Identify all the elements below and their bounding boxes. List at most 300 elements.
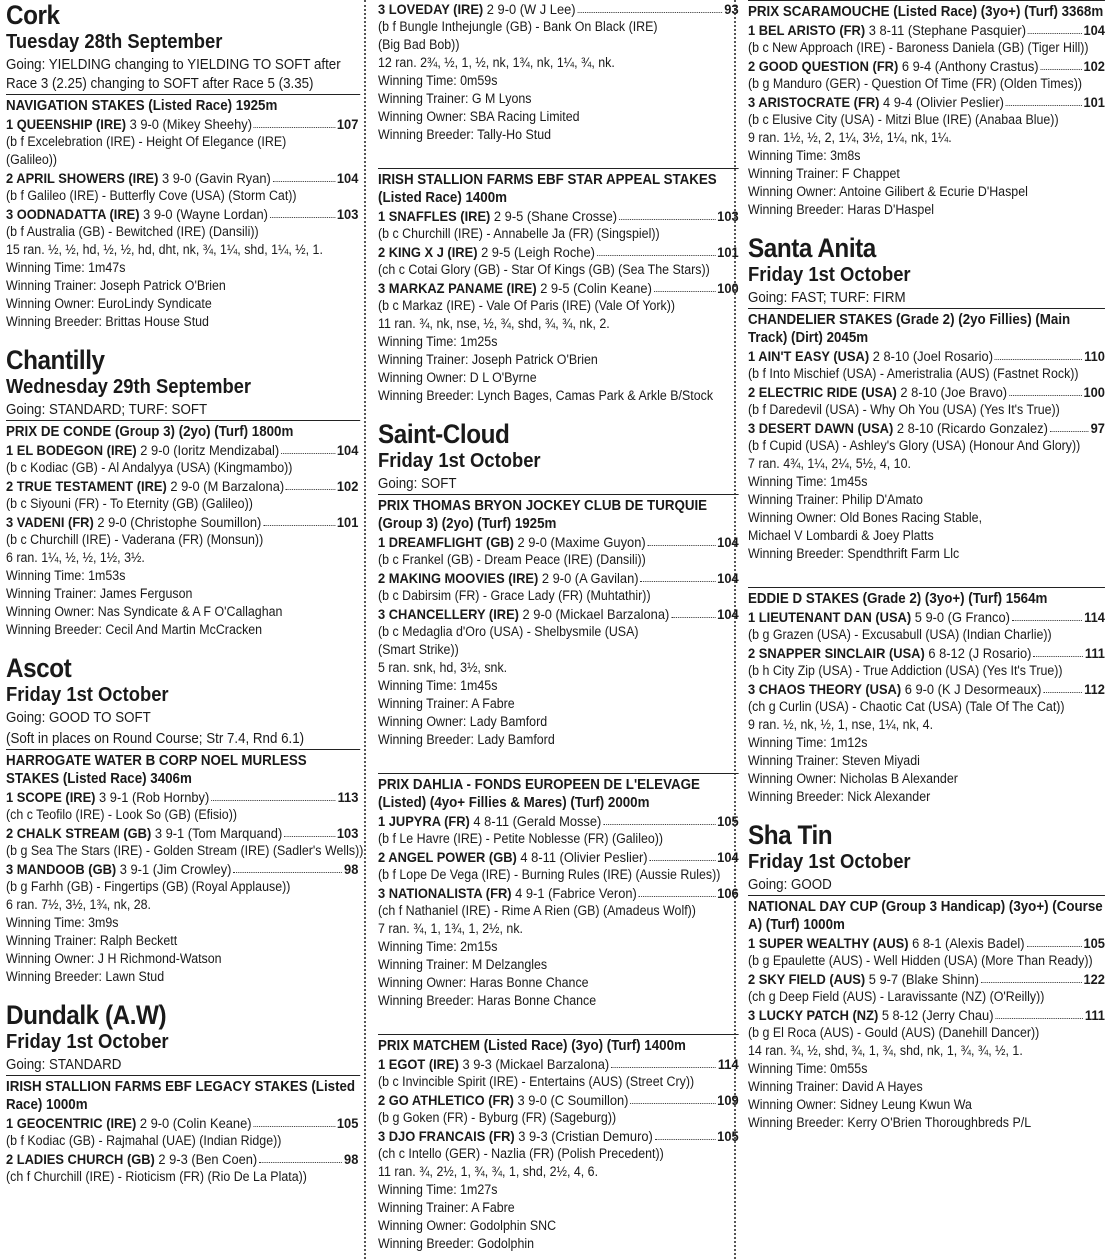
result-line: (b g Epaulette (AUS) - Well Hidden (USA) (More Than Ready)) xyxy=(748,953,1093,968)
horse-details: 2 9-3 (Ben Coen) xyxy=(154,1151,258,1167)
venue-block xyxy=(6,331,364,639)
horse-name: 1 JUPYRA (FR) xyxy=(378,813,470,829)
result-line: Winning Breeder: Lady Bamford xyxy=(378,732,555,747)
horse-rating: 98 xyxy=(344,861,359,877)
going-text: Going: FAST; TURF: FIRM xyxy=(748,290,906,306)
horse-rating: 101 xyxy=(336,514,359,530)
result-line: Winning Trainer: Ralph Beckett xyxy=(6,933,178,948)
spacer xyxy=(748,806,1100,820)
result-line: 9 ran. 1½, ½, 2, 1¼, 3½, 1¼, nk, 1¼. xyxy=(748,130,952,145)
venue-name: Ascot xyxy=(6,653,72,683)
result-line: Michael V Lombardi & Joey Platts xyxy=(748,528,934,543)
dot-leader xyxy=(611,1055,716,1068)
placed-horse xyxy=(378,207,739,225)
placed-horse xyxy=(378,0,739,18)
spacer xyxy=(378,749,734,773)
dot-leader xyxy=(286,477,335,490)
horse-rating: 102 xyxy=(1083,58,1105,74)
race-result xyxy=(748,895,1105,1132)
horse-details: 2 9-0 (W J Lee) xyxy=(483,1,576,17)
result-line: (b c Frankel (GB) - Dream Peace (IRE) (Dansili)) xyxy=(378,552,646,567)
horse-name: 2 KING X J (IRE) xyxy=(378,244,478,260)
result-line: Winning Owner: EuroLindy Syndicate xyxy=(6,296,212,311)
going-text: Going: YIELDING changing to YIELDING TO SOFT after Race 3 (2.25) changing to SOFT after Race 5 (3.35) xyxy=(6,57,341,92)
placed-horse xyxy=(6,824,358,842)
result-line: (b f Lope De Vega (IRE) - Burning Rules (IRE) (Aussie Rules)) xyxy=(378,867,721,882)
horse-name: 1 SCOPE (IRE) xyxy=(6,789,96,805)
result-line: (b h City Zip (USA) - True Addiction (USA) (Yes It's True)) xyxy=(748,663,1063,678)
result-line: Winning Time: 1m53s xyxy=(6,568,126,583)
horse-name: 1 QUEENSHIP (IRE) xyxy=(6,116,127,132)
horse-details: 3 8-11 (Stephane Pasquier) xyxy=(865,22,1026,38)
horse-details: 3 9-1 (Tom Marquand) xyxy=(151,825,283,841)
result-line: (b g Farhh (GB) - Fingertips (GB) (Royal Applause)) xyxy=(6,879,291,894)
result-line: Winning Owner: SBA Racing Limited xyxy=(378,109,580,124)
result-line: Winning Breeder: Brittas House Stud xyxy=(6,314,209,329)
placed-horse xyxy=(378,1091,739,1109)
placed-horse xyxy=(6,169,358,187)
dot-leader xyxy=(1006,93,1082,106)
horse-rating: 105 xyxy=(336,1115,359,1131)
result-line: (b c Kodiac (GB) - Al Andalyya (USA) (Kingmambo)) xyxy=(6,460,293,475)
result-line: (b c Churchill (IRE) - Annabelle Ja (FR) (Singspiel)) xyxy=(378,226,660,241)
dot-leader xyxy=(597,243,716,256)
result-line: Winning Trainer: F Chappet xyxy=(748,166,900,181)
placed-horse xyxy=(378,279,739,297)
horse-rating: 104 xyxy=(717,534,739,550)
dot-leader xyxy=(649,848,715,861)
result-line: (b f Excelebration (IRE) - Height Of Elegance (IRE) xyxy=(6,134,287,149)
horse-rating: 111 xyxy=(1084,645,1105,661)
horse-details: 6 9-0 (K J Desormeaux) xyxy=(901,681,1042,697)
placed-horse xyxy=(748,680,1105,698)
result-line: (b c Markaz (IRE) - Vale Of Paris (IRE) (Vale Of York)) xyxy=(378,298,676,313)
dot-leader xyxy=(640,569,715,582)
going-text: Going: STANDARD xyxy=(6,1057,122,1073)
dot-leader xyxy=(253,1114,335,1127)
horse-rating: 105 xyxy=(717,813,739,829)
result-line: Winning Trainer: A Fabre xyxy=(378,696,515,711)
result-line: Winning Trainer: M Delzangles xyxy=(378,957,548,972)
horse-rating: 104 xyxy=(717,849,739,865)
horse-details: 2 9-0 (Colin Keane) xyxy=(136,1115,252,1131)
horse-rating: 104 xyxy=(717,570,739,586)
horse-name: 3 NATIONALISTA (FR) xyxy=(378,885,512,901)
horse-details: 5 9-7 (Blake Shinn) xyxy=(865,971,979,987)
result-line: Winning Breeder: Lynch Bages, Camas Park & Arkle B/Stock xyxy=(378,388,714,403)
result-line: (ch f Churchill (IRE) - Rioticism (FR) (Rio De La Plata)) xyxy=(6,1169,307,1184)
dot-leader xyxy=(1026,934,1081,947)
horse-rating: 103 xyxy=(717,208,739,224)
result-line: (ch c Teofilo (IRE) - Look So (GB) (Efisio)) xyxy=(6,807,237,822)
result-line: Winning Time: 1m27s xyxy=(378,1182,498,1197)
horse-rating: 100 xyxy=(717,280,739,296)
horse-name: 1 LIEUTENANT DAN (USA) xyxy=(748,609,912,625)
going-note: (Soft in places on Round Course; Str 7.4, Rnd 6.1) xyxy=(6,731,305,747)
dot-leader xyxy=(270,205,335,218)
result-line: Winning Breeder: Lawn Stud xyxy=(6,969,165,984)
result-line: (b c Medaglia d'Oro (USA) - Shelbysmile (USA) xyxy=(378,624,639,639)
venue-block xyxy=(378,0,739,405)
result-line: Winning Owner: Godolphin SNC xyxy=(378,1218,557,1233)
horse-details: 2 9-5 (Colin Keane) xyxy=(536,280,652,296)
race-result xyxy=(6,749,364,986)
horse-name: 2 SNAPPER SINCLAIR (USA) xyxy=(748,645,925,661)
horse-name: 3 MANDOOB (GB) xyxy=(6,861,117,877)
result-line: Winning Breeder: Spendthrift Farm Llc xyxy=(748,546,960,561)
dot-leader xyxy=(995,347,1082,360)
horse-rating: 93 xyxy=(724,1,739,17)
result-line: (Smart Strike)) xyxy=(378,642,459,657)
race-title: HARROGATE WATER B CORP NOEL MURLESS STAKES (Listed Race) 3406m xyxy=(6,749,360,788)
horse-name: 2 TRUE TESTAMENT (IRE) xyxy=(6,478,167,494)
horse-rating: 100 xyxy=(1083,384,1105,400)
result-line: (b g Manduro (GER) - Question Of Time (FR) (Olden Times)) xyxy=(748,76,1083,91)
result-line: Winning Owner: Nas Syndicate & A F O'Callaghan xyxy=(6,604,283,619)
horse-details: 4 8-11 (Olivier Peslier) xyxy=(516,849,648,865)
spacer xyxy=(748,219,1100,233)
result-line: 5 ran. snk, hd, 3½, snk. xyxy=(378,660,508,675)
horse-rating: 106 xyxy=(717,885,739,901)
horse-rating: 104 xyxy=(336,442,359,458)
venue-name: Chantilly xyxy=(6,345,105,375)
horse-name: 2 SKY FIELD (AUS) xyxy=(748,971,866,987)
result-line: Winning Breeder: Tally-Ho Stud xyxy=(378,127,552,142)
result-line: (b c Invincible Spirit (IRE) - Entertains (AUS) (Street Cry)) xyxy=(378,1074,695,1089)
spacer xyxy=(748,563,1100,587)
result-line: Winning Time: 1m45s xyxy=(378,678,498,693)
horse-details: 3 9-3 (Cristian Demuro) xyxy=(514,1128,653,1144)
result-line: Winning Time: 1m47s xyxy=(6,260,126,275)
horse-details: 5 9-0 (G Franco) xyxy=(911,609,1010,625)
placed-horse xyxy=(378,243,739,261)
result-line: Winning Breeder: Kerry O'Brien Thoroughbreds P/L xyxy=(748,1115,1032,1130)
race-date: Tuesday 28th September xyxy=(6,31,223,53)
horse-name: 1 DREAMFLIGHT (GB) xyxy=(378,534,514,550)
result-line: 6 ran. 7½, 3½, 1¾, nk, 28. xyxy=(6,897,152,912)
horse-rating: 113 xyxy=(337,789,359,805)
result-line: (ch c Intello (GER) - Nazlia (FR) (Polish Precedent)) xyxy=(378,1146,664,1161)
result-line: Winning Owner: J H Richmond-Watson xyxy=(6,951,222,966)
dot-leader xyxy=(1009,383,1082,396)
result-line: (b c Dabirsim (FR) - Grace Lady (FR) (Muhtathir)) xyxy=(378,588,651,603)
spacer xyxy=(378,1010,734,1034)
result-line: Winning Trainer: Philip D'Amato xyxy=(748,492,923,507)
horse-details: 3 9-0 (Gavin Ryan) xyxy=(158,170,271,186)
placed-horse xyxy=(748,644,1105,662)
race-result xyxy=(378,1010,739,1253)
horse-name: 2 GO ATHLETICO (FR) xyxy=(378,1092,514,1108)
result-line: Winning Trainer: A Fabre xyxy=(378,1200,515,1215)
result-line: Winning Trainer: James Ferguson xyxy=(6,586,193,601)
result-line: Winning Owner: Haras Bonne Chance xyxy=(378,975,589,990)
venue-name: Saint-Cloud xyxy=(378,419,510,449)
dot-leader xyxy=(981,970,1082,983)
result-line: (b g Grazen (USA) - Excusabull (USA) (Indian Charlie)) xyxy=(748,627,1052,642)
going-text: Going: STANDARD; TURF: SOFT xyxy=(6,402,208,418)
placed-horse xyxy=(6,477,358,495)
horse-details: 4 9-4 (Olivier Peslier) xyxy=(879,94,1004,110)
dot-leader xyxy=(630,1091,715,1104)
race-result xyxy=(6,420,364,639)
horse-details: 6 8-1 (Alexis Badel) xyxy=(908,935,1025,951)
horse-rating: 103 xyxy=(336,825,359,841)
race-title: PRIX DE CONDE (Group 3) (2yo) (Turf) 1800m xyxy=(6,420,360,441)
result-line: 11 ran. ¾, nk, nse, ½, ¾, shd, ¾, ¾, nk, 2. xyxy=(378,316,610,331)
placed-horse xyxy=(748,383,1105,401)
dot-leader xyxy=(1033,644,1083,657)
column-3 xyxy=(734,0,1105,1259)
placed-horse xyxy=(748,970,1105,988)
race-date: Friday 1st October xyxy=(748,264,911,286)
dot-leader xyxy=(281,441,335,454)
dot-leader xyxy=(211,788,336,801)
placed-horse xyxy=(6,115,358,133)
horse-details: 4 9-1 (Fabrice Veron) xyxy=(511,885,637,901)
horse-rating: 97 xyxy=(1090,420,1105,436)
placed-horse xyxy=(378,884,739,902)
horse-rating: 102 xyxy=(336,478,359,494)
venue-name: Cork xyxy=(6,0,60,30)
horse-name: 2 GOOD QUESTION (FR) xyxy=(748,58,899,74)
horse-details: 2 8-10 (Ricardo Gonzalez) xyxy=(893,420,1048,436)
horse-rating: 104 xyxy=(1083,22,1105,38)
result-line: Winning Time: 3m9s xyxy=(6,915,119,930)
horse-name: 2 LADIES CHURCH (GB) xyxy=(6,1151,155,1167)
dot-leader xyxy=(1050,419,1089,432)
race-date: Friday 1st October xyxy=(6,1031,169,1053)
race-title: PRIX THOMAS BRYON JOCKEY CLUB DE TURQUIE (Group 3) (2yo) (Turf) 1925m xyxy=(378,494,739,533)
dot-leader xyxy=(654,279,716,292)
dot-leader xyxy=(259,1150,342,1163)
going-text: Going: GOOD xyxy=(748,877,832,893)
result-line: Winning Time: 0m59s xyxy=(378,73,498,88)
race-title: IRISH STALLION FARMS EBF LEGACY STAKES (Listed Race) 1000m xyxy=(6,1075,360,1114)
horse-rating: 112 xyxy=(1084,681,1105,697)
race-title: PRIX SCARAMOUCHE (Listed Race) (3yo+) (Turf) 3368m xyxy=(748,0,1105,21)
horse-details: 2 8-10 (Joe Bravo) xyxy=(896,384,1008,400)
result-line: 6 ran. 1¼, ½, ½, 1½, 3½. xyxy=(6,550,145,565)
dot-leader xyxy=(1043,680,1082,693)
race-result xyxy=(6,94,364,331)
horse-details: 4 8-11 (Gerald Mosse) xyxy=(469,813,602,829)
result-line: (b f Le Havre (IRE) - Petite Noblesse (FR) (Galileo)) xyxy=(378,831,664,846)
placed-horse xyxy=(6,1150,358,1168)
placed-horse xyxy=(378,569,739,587)
race-result xyxy=(6,1075,364,1186)
horse-rating: 104 xyxy=(717,606,739,622)
dot-leader xyxy=(273,169,335,182)
result-line: (Big Bad Bob)) xyxy=(378,37,460,52)
result-line: Winning Owner: Nicholas B Alexander xyxy=(748,771,958,786)
horse-details: 3 9-3 (Mickael Barzalona) xyxy=(458,1056,610,1072)
race-date: Friday 1st October xyxy=(6,684,169,706)
result-line: Winning Trainer: G M Lyons xyxy=(378,91,532,106)
dot-leader xyxy=(671,605,715,618)
race-title: PRIX MATCHEM (Listed Race) (3yo) (Turf) 1400m xyxy=(378,1034,739,1055)
result-line: 9 ran. ½, nk, ½, 1, nse, 1¼, nk, 4. xyxy=(748,717,934,732)
result-line: (b g Goken (FR) - Byburg (FR) (Sageburg)) xyxy=(378,1110,617,1125)
dot-leader xyxy=(1040,57,1081,70)
placed-horse xyxy=(6,860,358,878)
result-line: Winning Owner: Lady Bamford xyxy=(378,714,548,729)
placed-horse xyxy=(6,513,358,531)
result-line: (b c New Approach (IRE) - Baroness Daniela (GB) (Tiger Hill)) xyxy=(748,40,1089,55)
race-title: IRISH STALLION FARMS EBF STAR APPEAL STAKES (Listed Race) 1400m xyxy=(378,168,739,207)
placed-horse xyxy=(748,419,1105,437)
placed-horse xyxy=(748,608,1105,626)
horse-name: 1 SUPER WEALTHY (AUS) xyxy=(748,935,909,951)
dot-leader xyxy=(284,824,335,837)
result-line: 14 ran. ¾, ½, shd, ¾, 1, ¾, shd, nk, 1, ¾, ¾, ½, 1. xyxy=(748,1043,1023,1058)
horse-rating: 105 xyxy=(1083,935,1105,951)
dot-leader xyxy=(1012,608,1083,621)
horse-name: 3 VADENI (FR) xyxy=(6,514,94,530)
result-line: Winning Trainer: Joseph Patrick O'Brien xyxy=(378,352,598,367)
result-line: Winning Trainer: Joseph Patrick O'Brien xyxy=(6,278,226,293)
race-date: Friday 1st October xyxy=(748,851,911,873)
result-line: 15 ran. ½, ½, hd, ½, ½, hd, dht, nk, ¾, 1¼, shd, 1¼, ½, 1. xyxy=(6,242,323,257)
race-result xyxy=(748,0,1105,219)
race-title: NATIONAL DAY CUP (Group 3 Handicap) (3yo+) (Course A) (Turf) 1000m xyxy=(748,895,1105,934)
dot-leader xyxy=(577,0,722,13)
result-line: Winning Breeder: Haras Bonne Chance xyxy=(378,993,597,1008)
horse-name: 1 AIN'T EASY (USA) xyxy=(748,348,870,364)
result-line: (b g El Roca (AUS) - Gould (AUS) (Danehill Dancer)) xyxy=(748,1025,1040,1040)
venue-block xyxy=(748,0,1105,219)
horse-details: 2 9-0 (Christophe Soumillon) xyxy=(93,514,262,530)
result-line: Winning Time: 1m12s xyxy=(748,735,868,750)
horse-name: 1 BEL ARISTO (FR) xyxy=(748,22,866,38)
result-line: Winning Time: 1m45s xyxy=(748,474,868,489)
spacer xyxy=(378,405,734,419)
placed-horse xyxy=(378,533,739,551)
result-line: Winning Time: 3m8s xyxy=(748,148,861,163)
horse-name: 3 CHANCELLERY (IRE) xyxy=(378,606,519,622)
horse-details: 2 9-0 (M Barzalona) xyxy=(166,478,285,494)
horse-rating: 98 xyxy=(344,1151,359,1167)
result-line: Winning Breeder: Cecil And Martin McCracken xyxy=(6,622,263,637)
horse-name: 2 MAKING MOOVIES (IRE) xyxy=(378,570,539,586)
horse-name: 3 LOVEDAY (IRE) xyxy=(378,1,484,17)
dot-leader xyxy=(233,860,342,873)
horse-details: 2 9-5 (Leigh Roche) xyxy=(477,244,595,260)
horse-name: 2 ANGEL POWER (GB) xyxy=(378,849,517,865)
horse-details: 3 9-0 (C Soumillon) xyxy=(513,1092,629,1108)
horse-name: 2 CHALK STREAM (GB) xyxy=(6,825,152,841)
horse-rating: 101 xyxy=(1083,94,1105,110)
placed-horse xyxy=(6,788,358,806)
horse-rating: 122 xyxy=(1083,971,1105,987)
horse-rating: 103 xyxy=(336,206,359,222)
horse-details: 3 9-0 (Wayne Lordan) xyxy=(139,206,268,222)
horse-details: 2 8-10 (Joel Rosario) xyxy=(869,348,994,364)
dot-leader xyxy=(648,533,716,546)
placed-horse xyxy=(748,1006,1105,1024)
horse-details: 3 9-1 (Rob Hornby) xyxy=(95,789,210,805)
result-line: (b g Sea The Stars (IRE) - Golden Stream (IRE) (Sadler's Wells)) xyxy=(6,843,364,858)
horse-details: 3 9-0 (Mikey Sheehy) xyxy=(126,116,252,132)
result-line: (b c Elusive City (USA) - Mitzi Blue (IRE) (Anabaa Blue)) xyxy=(748,112,1059,127)
horse-rating: 107 xyxy=(336,116,359,132)
placed-horse xyxy=(378,1055,739,1073)
horse-details: 6 8-12 (J Rosario) xyxy=(924,645,1032,661)
horse-rating: 111 xyxy=(1084,1007,1105,1023)
result-line: (ch g Curlin (USA) - Chaotic Cat (USA) (Tale Of The Cat)) xyxy=(748,699,1065,714)
horse-name: 2 ELECTRIC RIDE (USA) xyxy=(748,384,897,400)
dot-leader xyxy=(995,1006,1083,1019)
result-line: Winning Time: 0m55s xyxy=(748,1061,868,1076)
horse-name: 3 DESERT DAWN (USA) xyxy=(748,420,894,436)
placed-horse xyxy=(6,1114,358,1132)
result-line: Winning Breeder: Godolphin xyxy=(378,1236,535,1251)
placed-horse xyxy=(6,205,358,223)
spacer xyxy=(6,331,364,345)
horse-details: 6 9-4 (Anthony Crastus) xyxy=(898,58,1039,74)
dot-leader xyxy=(254,115,335,128)
race-result xyxy=(378,0,739,144)
horse-details: 2 9-0 (Mickael Barzalona) xyxy=(518,606,670,622)
result-line: (b f Bungle Inthejungle (GB) - Bank On Black (IRE) xyxy=(378,19,658,34)
horse-name: 3 ARISTOCRATE (FR) xyxy=(748,94,880,110)
horse-name: 1 GEOCENTRIC (IRE) xyxy=(6,1115,137,1131)
horse-rating: 110 xyxy=(1084,348,1105,364)
result-line: (b f Cupid (USA) - Ashley's Glory (USA) (Honour And Glory)) xyxy=(748,438,1081,453)
placed-horse xyxy=(748,21,1105,39)
result-line: (b f Daredevil (USA) - Why Oh You (USA) (Yes It's True)) xyxy=(748,402,1060,417)
horse-name: 3 MARKAZ PANAME (IRE) xyxy=(378,280,537,296)
race-result xyxy=(748,308,1105,563)
horse-details: 2 9-0 (Maxime Guyon) xyxy=(513,534,646,550)
race-title: NAVIGATION STAKES (Listed Race) 1925m xyxy=(6,94,360,115)
horse-rating: 105 xyxy=(717,1128,739,1144)
horse-rating: 114 xyxy=(717,1056,739,1072)
going-text: Going: SOFT xyxy=(378,476,457,492)
result-line: (Galileo)) xyxy=(6,152,58,167)
result-line: (b f Australia (GB) - Bewitched (IRE) (Dansili)) xyxy=(6,224,259,239)
result-line: Winning Owner: D L O'Byrne xyxy=(378,370,537,385)
horse-name: 2 APRIL SHOWERS (IRE) xyxy=(6,170,159,186)
dot-leader xyxy=(639,884,716,897)
venue-block xyxy=(6,0,364,331)
horse-details: 5 8-12 (Jerry Chau) xyxy=(878,1007,994,1023)
horse-details: 3 9-1 (Jim Crowley) xyxy=(116,861,232,877)
horse-details: 2 9-0 (A Gavilan) xyxy=(538,570,639,586)
placed-horse xyxy=(6,441,358,459)
column-1 xyxy=(0,0,364,1259)
race-title: EDDIE D STAKES (Grade 2) (3yo+) (Turf) 1564m xyxy=(748,587,1105,608)
venue-block xyxy=(748,219,1105,806)
result-line: Winning Owner: Sidney Leung Kwun Wa xyxy=(748,1097,972,1112)
race-result xyxy=(378,749,739,1010)
placed-horse xyxy=(378,1127,739,1145)
spacer xyxy=(378,144,734,168)
going-text: Going: GOOD TO SOFT xyxy=(6,710,151,726)
horse-name: 1 SNAFFLES (IRE) xyxy=(378,208,491,224)
result-line: 7 ran. ¾, 1, 1¾, 1, 2½, nk. xyxy=(378,921,524,936)
venue-block xyxy=(6,986,364,1186)
horse-name: 3 CHAOS THEORY (USA) xyxy=(748,681,902,697)
result-line: (b f Galileo (IRE) - Butterfly Cove (USA) (Storm Cat)) xyxy=(6,188,297,203)
column-2 xyxy=(364,0,739,1259)
horse-name: 1 EL BODEGON (IRE) xyxy=(6,442,137,458)
dot-leader xyxy=(603,812,715,825)
horse-rating: 109 xyxy=(717,1092,739,1108)
dot-leader xyxy=(655,1127,716,1140)
race-date: Friday 1st October xyxy=(378,450,541,472)
result-line: Winning Owner: Old Bones Racing Stable, xyxy=(748,510,983,525)
dot-leader xyxy=(263,513,335,526)
